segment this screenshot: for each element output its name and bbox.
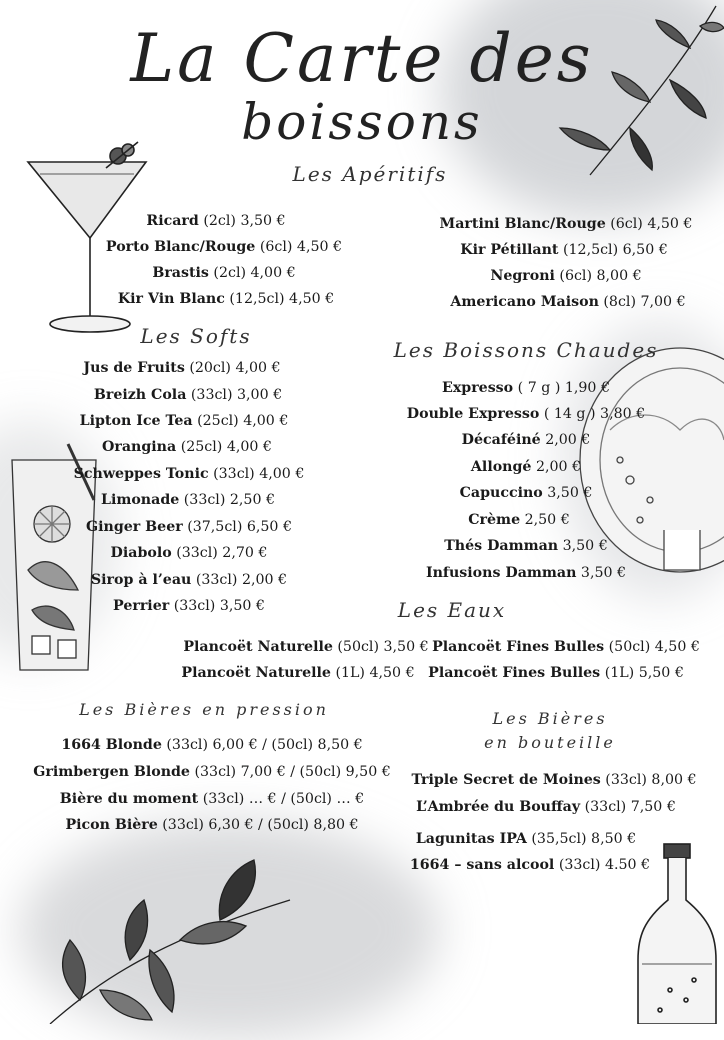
item-detail: (33cl) 2,70 € <box>171 545 268 561</box>
menu-item <box>490 266 641 286</box>
menu-item <box>450 292 685 312</box>
menu-item <box>471 457 581 477</box>
menu-item <box>111 543 268 563</box>
item-detail: (6cl) 8,00 € <box>554 268 642 284</box>
item-name: Kir Vin Blanc <box>117 291 225 307</box>
section-title-bieres-bouteille: Les Bières <box>492 709 608 728</box>
item-detail: 3,50 € <box>542 485 593 501</box>
item-name: Plancoët Fines Bulles <box>432 639 605 655</box>
menu-item <box>410 855 650 875</box>
item-detail: (33cl) 2,50 € <box>179 492 276 508</box>
item-detail: (33cl) 3,00 € <box>186 387 283 403</box>
oak-branch-illustration <box>40 840 300 1024</box>
item-detail: (33cl) 4.50 € <box>554 857 651 873</box>
menu-title-line2: boissons <box>241 93 483 151</box>
menu-item <box>61 735 362 755</box>
item-name: Triple Secret de Moines <box>411 772 601 788</box>
item-detail: (6cl) 4,50 € <box>605 216 693 232</box>
item-name: L’Ambrée du Bouffay <box>416 799 581 815</box>
item-detail: (25cl) 4,00 € <box>176 439 272 455</box>
item-name: Infusions Damman <box>425 565 577 581</box>
item-name: Capuccino <box>459 485 543 501</box>
menu-title-line1: La Carte des <box>130 20 594 97</box>
item-detail: ( 14 g ) 3,80 € <box>539 406 646 422</box>
menu-item <box>411 770 696 790</box>
item-name: Negroni <box>490 268 555 284</box>
section-title-softs: Les Softs <box>140 324 252 348</box>
section-title-aperitifs: Les Apéritifs <box>292 162 448 186</box>
item-detail: 2,00 € <box>540 432 591 448</box>
item-name: Plancoët Naturelle <box>183 639 333 655</box>
item-detail: 3,50 € <box>576 565 627 581</box>
item-name: Crème <box>468 512 521 528</box>
menu-item <box>442 378 610 398</box>
item-detail: (33cl) 4,00 € <box>208 466 305 482</box>
section-title-boissons-chaudes: Les Boissons Chaudes <box>393 338 659 362</box>
item-detail: (6cl) 4,50 € <box>255 239 343 255</box>
menu-item <box>86 517 292 537</box>
menu-item <box>152 263 295 283</box>
item-name: 1664 – sans alcool <box>409 857 555 873</box>
item-detail: (1L) 4,50 € <box>330 665 415 681</box>
item-name: Jus de Fruits <box>83 360 185 376</box>
menu-item <box>74 464 305 484</box>
item-detail: (8cl) 7,00 € <box>598 294 686 310</box>
section-title-bieres-pression: Les Bières en pression <box>79 700 329 719</box>
item-detail: 2,50 € <box>520 512 570 528</box>
item-name: Brastis <box>152 265 209 281</box>
item-detail: (33cl) … € / (50cl) … € <box>198 791 365 807</box>
item-detail: (1L) 5,50 € <box>600 665 684 681</box>
item-name: Porto Blanc/Rouge <box>105 239 256 255</box>
menu-item <box>460 240 668 260</box>
menu-item <box>65 815 358 835</box>
item-detail: (33cl) 7,50 € <box>580 799 676 815</box>
item-name: Sirop à l’eau <box>90 572 192 588</box>
item-detail: (50cl) 3,50 € <box>332 639 429 655</box>
item-detail: (33cl) 8,00 € <box>600 772 697 788</box>
menu-item <box>440 214 693 234</box>
item-name: Lipton Ice Tea <box>79 413 193 429</box>
menu-item <box>91 570 287 590</box>
menu-item <box>33 762 391 782</box>
menu-item <box>113 596 265 616</box>
item-detail: (2cl) 3,50 € <box>198 213 286 229</box>
item-name: Kir Pétillant <box>460 242 559 258</box>
item-detail: (12,5cl) 6,50 € <box>558 242 668 258</box>
menu-item <box>460 483 593 503</box>
item-name: Décaféiné <box>461 432 541 448</box>
item-name: Orangina <box>102 439 177 455</box>
menu-item <box>83 358 280 378</box>
item-name: Perrier <box>113 598 170 614</box>
item-name: Limonade <box>100 492 180 508</box>
item-name: Schweppes Tonic <box>73 466 209 482</box>
item-detail: (2cl) 4,00 € <box>208 265 296 281</box>
menu-item <box>146 211 285 231</box>
menu-item <box>426 563 626 583</box>
menu-item <box>60 789 364 809</box>
item-name: Martini Blanc/Rouge <box>439 216 606 232</box>
item-detail: (33cl) 2,00 € <box>191 572 288 588</box>
section-title-eaux: Les Eaux <box>397 598 507 622</box>
item-name: Breizh Cola <box>93 387 187 403</box>
menu-item <box>407 404 645 424</box>
item-detail: 2,00 € <box>531 459 582 475</box>
menu-item <box>462 430 591 450</box>
menu-item <box>80 411 289 431</box>
menu-item <box>428 663 684 683</box>
item-name: Plancoët Naturelle <box>181 665 331 681</box>
item-detail: (20cl) 4,00 € <box>184 360 281 376</box>
item-detail: (37,5cl) 6,50 € <box>182 519 292 535</box>
menu-item <box>181 663 414 683</box>
item-name: Lagunitas IPA <box>415 831 527 847</box>
item-name: Diabolo <box>110 545 172 561</box>
menu-item <box>106 237 342 257</box>
menu-item <box>183 637 428 657</box>
item-name: Plancoët Fines Bulles <box>428 665 601 681</box>
item-name: Ginger Beer <box>86 519 183 535</box>
item-name: Expresso <box>442 380 514 396</box>
item-name: Double Expresso <box>406 406 540 422</box>
menu-item <box>444 536 608 556</box>
item-name: Grimbergen Blonde <box>33 764 190 780</box>
item-detail: (33cl) 3,50 € <box>169 598 265 614</box>
item-name: Allongé <box>470 459 532 475</box>
item-name: Ricard <box>146 213 199 229</box>
item-detail: (50cl) 4,50 € <box>604 639 700 655</box>
menu-item <box>94 385 282 405</box>
menu-item <box>432 637 700 657</box>
menu-item <box>102 437 272 457</box>
item-detail: (35,5cl) 8,50 € <box>526 831 637 847</box>
item-detail: (12,5cl) 4,50 € <box>224 291 335 307</box>
item-name: Picon Bière <box>65 817 158 833</box>
menu-item <box>416 797 676 817</box>
item-name: Americano Maison <box>450 294 599 310</box>
item-name: Bière du moment <box>59 791 199 807</box>
item-name: 1664 Blonde <box>61 737 162 753</box>
item-detail: (33cl) 7,00 € / (50cl) 9,50 € <box>189 764 391 780</box>
menu-item <box>468 510 569 530</box>
section-subtitle-bieres-bouteille: en bouteille <box>484 733 616 752</box>
item-name: Thés Damman <box>444 538 559 554</box>
menu-item <box>118 289 334 309</box>
menu-item <box>101 490 275 510</box>
item-detail: (33cl) 6,30 € / (50cl) 8,80 € <box>157 817 359 833</box>
item-detail: (33cl) 6,00 € / (50cl) 8,50 € <box>161 737 363 753</box>
item-detail: (25cl) 4,00 € <box>192 413 289 429</box>
item-detail: ( 7 g ) 1,90 € <box>513 380 610 396</box>
item-detail: 3,50 € <box>558 538 608 554</box>
menu-item <box>416 829 636 849</box>
